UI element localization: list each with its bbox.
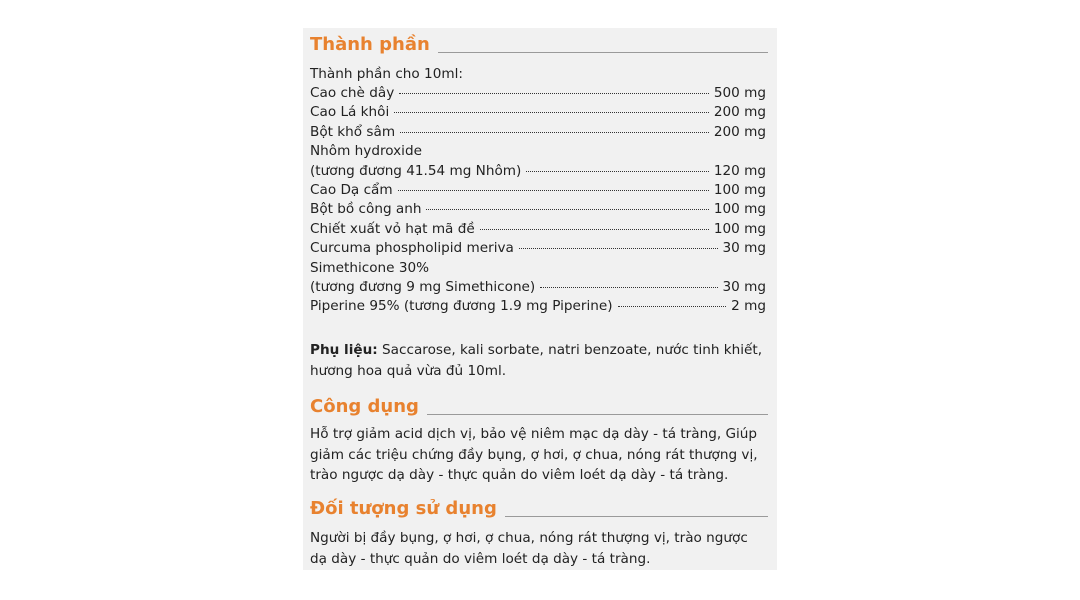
target-users-paragraph: [310, 528, 772, 569]
ingredient-row: [310, 297, 766, 316]
dot-leader: [426, 209, 708, 210]
ingredient-name: Piperine 95% (tương đương 1.9 mg Piperine): [310, 298, 613, 315]
dot-leader: [398, 190, 709, 191]
dot-leader: [400, 132, 709, 133]
ingredient-name: Cao chè dây: [310, 85, 395, 101]
ingredient-row: [310, 181, 766, 200]
ingredient-amount: 100 mg: [713, 182, 766, 198]
ingredient-row: [310, 123, 766, 142]
ingredient-amount: 100 mg: [713, 220, 766, 237]
ingredient-name: (tương đương 9 mg Simethicone): [310, 279, 536, 295]
ingredient-amount: 30 mg: [722, 240, 766, 257]
uses-heading-text: Công dụng: [310, 396, 419, 417]
excipients-label: Phụ liệu:: [310, 342, 378, 358]
ingredient-name: Simethicone 30%: [310, 259, 430, 276]
heading-rule: [438, 52, 768, 53]
ingredient-amount: 100 mg: [713, 201, 766, 218]
target-users-line: Người bị đầy bụng, ợ hơi, ợ chua, nóng rát thượng vị, trào ngược: [310, 530, 748, 546]
ingredient-name: Curcuma phospholipid meriva: [310, 240, 514, 257]
ingredient-row: [310, 103, 766, 122]
uses-line: giảm các triệu chứng đầy bụng, ợ hơi, ợ chua, nóng rát thượng vị,: [310, 446, 758, 463]
product-info-panel: [303, 28, 777, 570]
ingredient-row: [310, 162, 766, 181]
ingredient-row: [310, 278, 766, 297]
dot-leader: [540, 287, 717, 288]
dot-leader: [480, 229, 709, 230]
ingredient-row: [310, 239, 766, 258]
ingredient-amount: 30 mg: [722, 279, 766, 295]
ingredient-name: Bột khổ sâm: [310, 123, 396, 140]
excipients-text-1: Saccarose, kali sorbate, natri benzoate, nước tinh khiết,: [377, 342, 763, 358]
ingredient-row: [310, 220, 766, 239]
excipients-line-1: [310, 340, 772, 361]
ingredient-name: Bột bồ công anh: [310, 201, 422, 218]
dot-leader: [618, 306, 727, 307]
heading-rule: [427, 414, 768, 415]
dot-leader: [394, 112, 709, 113]
uses-heading: [310, 396, 768, 418]
dot-leader: [399, 93, 709, 94]
target-users-heading: [310, 498, 768, 520]
ingredient-row: [310, 84, 766, 103]
ingredient-amount: 200 mg: [713, 104, 766, 121]
dot-leader: [526, 171, 709, 172]
ingredients-heading: [310, 34, 768, 56]
uses-paragraph: [310, 424, 772, 486]
ingredient-amount: 120 mg: [713, 162, 766, 179]
ingredient-amount: 200 mg: [713, 123, 766, 140]
ingredients-heading-text: Thành phần: [310, 34, 430, 55]
ingredient-row: [310, 200, 766, 219]
ingredient-name: Cao Lá khôi: [310, 104, 390, 121]
excipients-paragraph: [310, 340, 772, 381]
ingredient-name: Chiết xuất vỏ hạt mã đề: [310, 220, 475, 237]
ingredients-intro: Thành phần cho 10ml:: [310, 66, 463, 82]
ingredient-name: Nhôm hydroxide: [310, 143, 422, 160]
ingredient-amount: 500 mg: [713, 85, 766, 101]
ingredient-name: Cao Dạ cẩm: [310, 182, 393, 198]
uses-line: Hỗ trợ giảm acid dịch vị, bảo vệ niêm mạc dạ dày - tá tràng, Giúp: [310, 426, 758, 442]
uses-line: trào ngược dạ dày - thực quản do viêm loét dạ dày - tá tràng.: [310, 467, 729, 483]
ingredient-row: [310, 142, 766, 161]
dot-leader: [519, 248, 718, 249]
target-users-line: dạ dày - thực quản do viêm loét dạ dày - tá tràng.: [310, 550, 651, 567]
ingredient-row: [310, 259, 766, 278]
excipients-line-2: hương hoa quả vừa đủ 10ml.: [310, 362, 507, 379]
ingredient-amount: 2 mg: [731, 298, 766, 315]
target-users-heading-text: Đối tượng sử dụng: [310, 498, 497, 519]
heading-rule: [505, 516, 768, 517]
ingredient-name: (tương đương 41.54 mg Nhôm): [310, 162, 522, 179]
